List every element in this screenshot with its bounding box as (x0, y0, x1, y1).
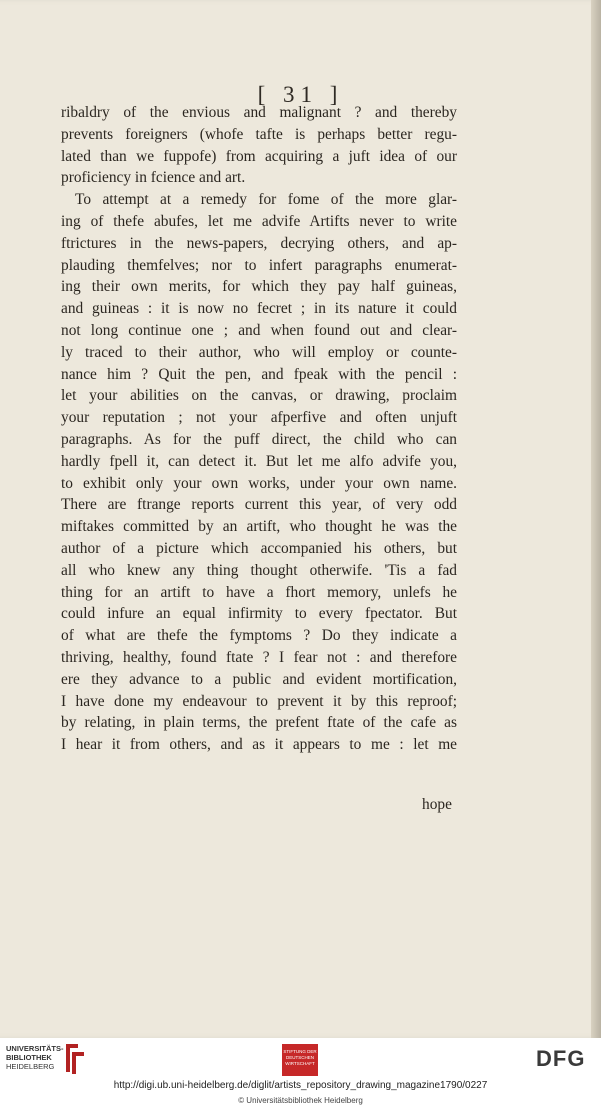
text-line: I hear it from others, and as it appears to me : let me (61, 736, 457, 754)
foundation-logo-line: STIFTUNG DER (283, 1049, 317, 1054)
text-line: ere they advance to a public and evident mortification, (61, 670, 457, 688)
text-line: ly traced to their author, who will employ or counte- (61, 343, 457, 361)
permalink-url[interactable]: http://digi.ub.uni-heidelberg.de/diglit/artists_repository_drawing_magazine1790/0227 (113, 1080, 488, 1091)
text-line: To attempt at a remedy for fome of the more glar- (75, 191, 457, 209)
text-line: ribaldry of the envious and malignant ? and thereby (61, 104, 457, 121)
foundation-logo-line: DEUTSCHEN (285, 1055, 314, 1060)
text-line: thing for an artift to have a fhort memory, unlefs he (61, 583, 457, 601)
text-line: by relating, in plain terms, the prefent ftate of the cafe as (61, 714, 457, 732)
library-logo-text[interactable] (6, 1044, 64, 1071)
foundation-logo[interactable] (282, 1044, 318, 1076)
heraldic-lion-icon (62, 1042, 88, 1076)
text-line: and guineas : it is now no fecret ; in its nature it could (61, 300, 457, 318)
body-text (61, 102, 457, 756)
text-line: plauding themfelves; nor to infert paragraphs enumerat- (61, 256, 457, 274)
text-line: ing of thefe abufes, let me advife Artifts never to write (61, 212, 457, 230)
text-line: prevents foreigners (whofe tafte is perhaps better regu- (61, 125, 457, 143)
text-line: not long continue one ; and when found out and clear- (61, 321, 457, 339)
text-line: let your abilities on the canvas, or drawing, proclaim (61, 387, 457, 405)
library-name-line: BIBLIOTHEK (6, 1053, 52, 1062)
page-edge (591, 0, 601, 1038)
text-line: ftrictures in the news-papers, decrying others, and ap- (61, 234, 457, 252)
text-line: of what are thefe the fymptoms ? Do they indicate a (61, 627, 457, 645)
text-line: author of a picture which accompanied his others, but (61, 539, 457, 557)
text-line: proficiency in fcience and art. (61, 169, 246, 187)
text-line: ing their own merits, for which they pay half guineas, (61, 278, 457, 296)
text-line: to exhibit only your own works, under your own name. (61, 474, 457, 492)
text-line: could infure an equal infirmity to every fpectator. But (61, 605, 457, 623)
page-number: [ 31 ] (257, 82, 344, 107)
foundation-logo-line: WIRTSCHAFT (285, 1061, 315, 1066)
text-line: hardly fpell it, can detect it. But let me alfo advife you, (61, 452, 457, 470)
library-name-line: UNIVERSITÄTS- (6, 1044, 64, 1053)
text-line: thriving, healthy, found ftate ? I fear not : and therefore (61, 648, 457, 666)
text-line: all who knew any thing thought otherwife. 'Tis a fad (61, 561, 457, 579)
catchword: hope (422, 796, 452, 813)
text-line: nance him ? Quit the pen, and fpeak with the pencil : (61, 365, 457, 383)
dfg-logo[interactable]: DFG (536, 1046, 586, 1071)
copyright-notice: © Universitätsbibliothek Heidelberg (238, 1096, 363, 1105)
library-name-line: HEIDELBERG (6, 1062, 55, 1071)
text-line: lated than we fuppofe) from acquiring a juft idea of our (61, 147, 457, 165)
text-line: I have done my endeavour to prevent it by this reproof; (61, 692, 457, 710)
text-line: There are ftrange reports current this year, of very odd (61, 496, 457, 514)
text-line: paragraphs. As for the puff direct, the child who can (61, 430, 457, 448)
text-line: your reputation ; not your afperfive and often unjuft (61, 409, 457, 427)
viewer-footer (0, 1038, 601, 1110)
text-line: miftakes committed by an artift, who thought he was the (61, 518, 457, 536)
